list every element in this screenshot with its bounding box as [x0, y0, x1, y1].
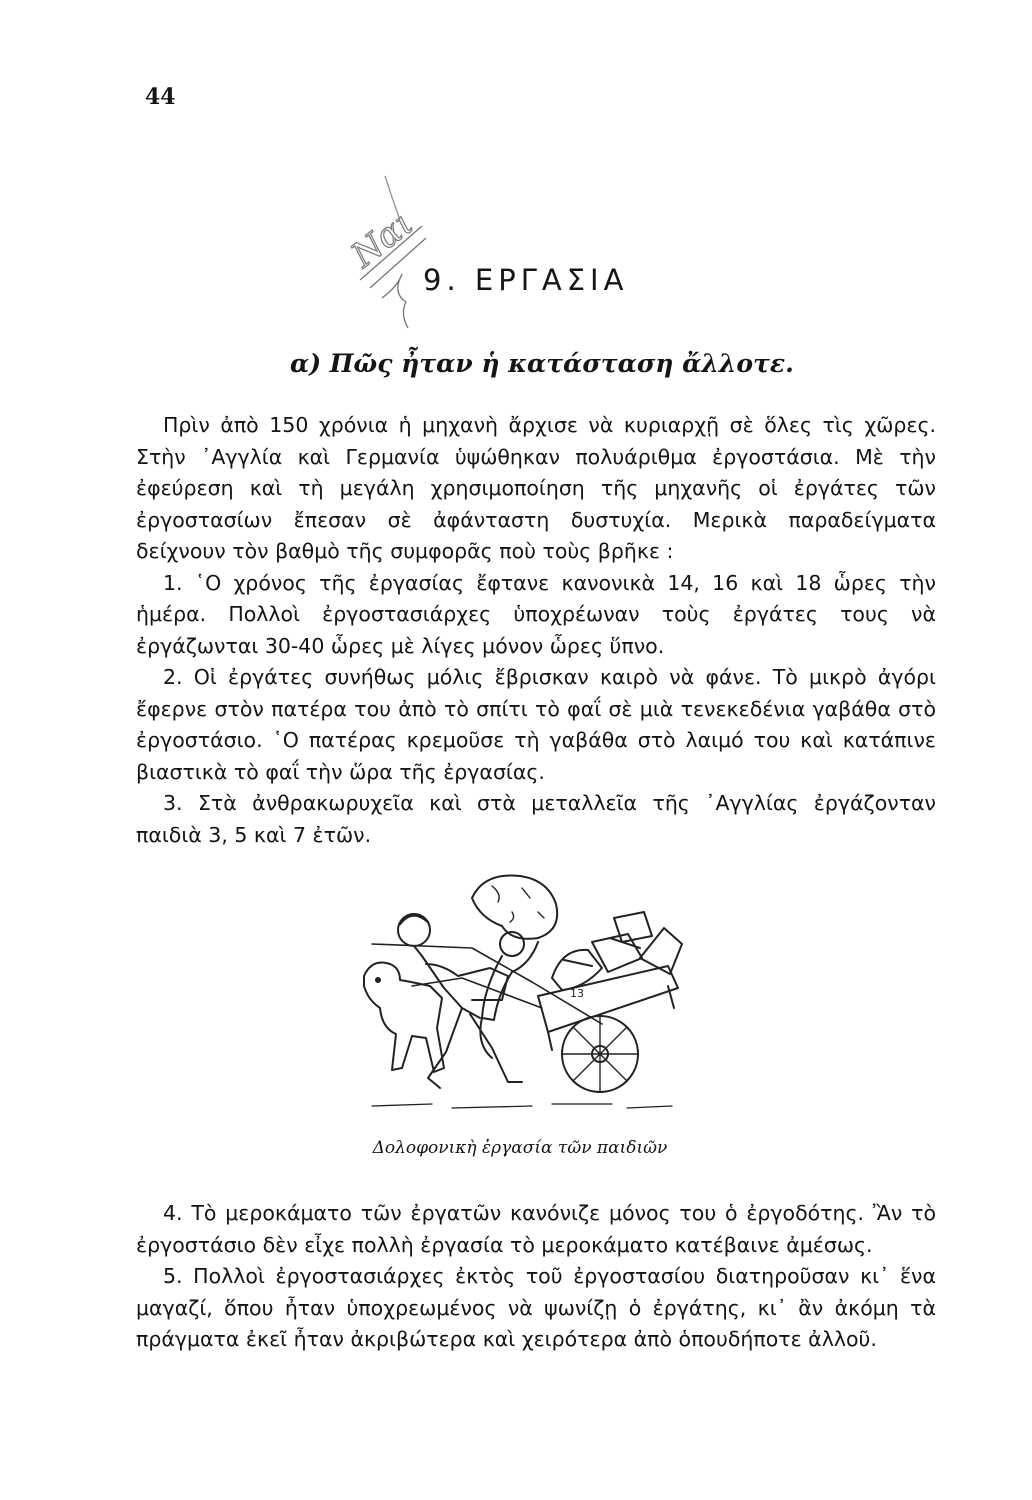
- handwritten-note: [330, 168, 450, 338]
- paragraph-item-2: 2. Οἱ ἐργάτες συνήθως μόλις ἔβρισκαν καιρὸ νὰ φάνε. Τὸ μικρὸ ἀγόρι ἔφερνε στὸν πατέρα του ἀπὸ τὸ σπίτι τὸ φαΐ σὲ μιὰ τενεκεδένια γαβάθα στὸ ἐργοστάσιο. ῾Ο πατέρας κρεμοῦσε τὴ γαβάθα στὸ λαιμό του καὶ κατάπινε βιαστικὰ τὸ φαΐ τὴν ὥρα τῆς ἐργασίας.: [136, 665, 936, 784]
- section-title: α) Πῶς ἦταν ἡ κατάσταση ἄλλοτε.: [290, 349, 794, 378]
- wheel-mark: 13: [570, 987, 584, 1000]
- body-text-top: [136, 410, 936, 851]
- paragraph-item-3: 3. Στὰ ἀνθρακωρυχεῖα καὶ στὰ μεταλλεῖα τῆς ᾿Αγγλίας ἐργάζονταν παιδιὰ 3, 5 καὶ 7 ἐτῶν.: [136, 791, 936, 847]
- illustration-child-labor: [352, 868, 692, 1128]
- paragraph-item-5: 5. Πολλοὶ ἐργοστασιάρχες ἐκτὸς τοῦ ἐργοστασίου διατηροῦσαν κι᾿ ἕνα μαγαζί, ὅπου ἦταν ὑποχρεωμένος νὰ ψωνίζῃ ὁ ἐργάτης, κι᾿ ἂν ἀκόμη τὰ πράγματα ἐκεῖ ἦταν ἀκριβώτερα καὶ χειρότερα ἀπὸ ὁπουδήποτε ἀλλοῦ.: [136, 1264, 936, 1351]
- figure-caption: Δολοφονικὴ ἐργασία τῶν παιδιῶν: [372, 1138, 668, 1158]
- paragraph-intro: Πρὶν ἀπὸ 150 χρόνια ἡ μηχανὴ ἄρχισε νὰ κυριαρχῇ σὲ ὅλες τὶς χῶρες. Στὴν ᾿Αγγλία καὶ Γερμανία ὑψώθηκαν πολυάριθμα ἐργοστάσια. Μὲ τὴν ἐφεύρεση καὶ τὴ μεγάλη χρησιμοποίηση τῆς μηχανῆς οἱ ἐργάτες τῶν ἐργοστασίων ἔπεσαν σὲ ἀφάνταστη δυστυχία. Μερικὰ παραδείγματα δείχνουν τὸν βαθμὸ τῆς συμφορᾶς ποὺ τοὺς βρῆκε :: [136, 413, 936, 563]
- page-number: 44: [145, 84, 176, 110]
- handwritten-note-text: Ναι: [344, 203, 421, 276]
- paragraph-item-4: 4. Τὸ μεροκάματο τῶν ἐργατῶν κανόνιζε μόνος του ὁ ἐργοδότης. Ἂν τὸ ἐργοστάσιο δὲν εἶχε πολλὴ ἐργασία τὸ μεροκάματο κατέβαινε ἀμέσως.: [136, 1201, 936, 1257]
- chapter-title: 9. ΕΡΓΑΣΙΑ: [423, 263, 629, 297]
- sack: [472, 875, 557, 938]
- body-text-bottom: [136, 1198, 936, 1356]
- paragraph-item-1: 1. ῾Ο χρόνος τῆς ἐργασίας ἔφτανε κανονικὰ 14, 16 καὶ 18 ὧρες τὴν ἡμέρα. Πολλοὶ ἐργοστασιάρχες ὑποχρέωναν τοὺς ἐργάτες τους νὰ ἐργάζωνται 30-40 ὧρες μὲ λίγες μόνον ὧρες ὕπνο.: [136, 570, 936, 658]
